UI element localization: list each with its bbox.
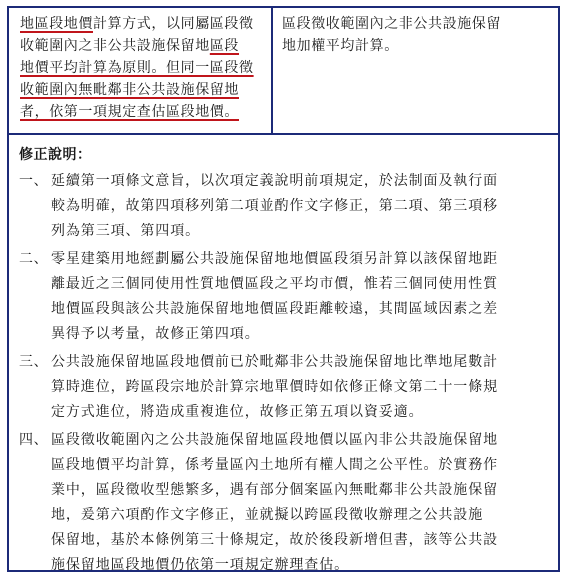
amended-article-line bbox=[20, 79, 267, 101]
note-item-line: 離最近之三個同使用性質地價區段之平均市價，惟若三個同使用性質 bbox=[51, 276, 498, 292]
note-item-line: 算時進位，跨區段宗地於計算宗地單價時如依修正條文第二十一條規 bbox=[51, 379, 498, 395]
row-divider bbox=[9, 133, 558, 135]
current-article-line: 地加權平均計算。 bbox=[282, 38, 399, 54]
underlined-amendment-text: 區段 bbox=[209, 38, 240, 54]
note-item-body bbox=[51, 247, 552, 347]
notes-list bbox=[19, 169, 552, 578]
note-item bbox=[19, 350, 552, 425]
note-item-line: 業中，區段徵收型態繁多，遇有部分個案區內無毗鄰非公共設施保留 bbox=[51, 482, 498, 498]
note-item-line: 施保留地區段地價仍依第一項規定辦理查估。 bbox=[51, 557, 349, 573]
note-item-line: 地，爰第六項酌作文字修正，並就擬以跨區段徵收辦理之公共設施 bbox=[51, 507, 484, 523]
note-item-line: 異得予以考量，故修正第四項。 bbox=[51, 326, 260, 342]
note-item-body bbox=[51, 169, 552, 244]
note-item bbox=[19, 247, 552, 347]
underlined-amendment-text: 者，依第一項規定查估區段地價。 bbox=[20, 104, 239, 120]
underlined-amendment-text: 地區段地價 bbox=[20, 16, 93, 32]
underlined-amendment-text: 收範圍內無毗鄰非公共設施保留地 bbox=[20, 82, 239, 98]
current-article-line: 區段徵收範圍內之非公共設施保留 bbox=[282, 16, 501, 32]
note-item-line: 列為第三項、第四項。 bbox=[51, 223, 200, 239]
note-item-line: 區段徵收範圍內之公共設施保留地區段地價以區內非公共設施保留地 bbox=[51, 432, 498, 448]
note-item-body bbox=[51, 428, 552, 578]
note-item-body bbox=[51, 350, 552, 425]
note-item bbox=[19, 169, 552, 244]
note-item-number: 四、 bbox=[19, 432, 49, 448]
amended-article-line bbox=[20, 101, 267, 123]
note-item-line: 較為明確，故第四項移列第二項並酌作文字修正，第二項、第三項移 bbox=[51, 198, 498, 214]
amended-article-line bbox=[20, 13, 267, 35]
article-text: 計算方式，以同屬區段徵 bbox=[93, 16, 254, 32]
amended-article-line bbox=[20, 35, 267, 57]
notes-title: 修正說明： bbox=[19, 147, 92, 163]
amended-article-cell bbox=[9, 8, 273, 133]
current-article-cell bbox=[273, 8, 558, 133]
article-text-row bbox=[9, 8, 558, 133]
note-item-line: 定方式進位，將造成重複進位，故修正第五項以資妥適。 bbox=[51, 404, 424, 420]
note-item-line: 延續第一項條文意旨，以次項定義說明前項規定，於法制面及執行面 bbox=[51, 173, 498, 189]
note-item bbox=[19, 428, 552, 578]
note-item-line: 區段地價平均計算，係考量區內土地所有權人間之公平性。於實務作 bbox=[51, 457, 498, 473]
note-item-line: 公共設施保留地區段地價前已於毗鄰非公共設施保留地比準地尾數計 bbox=[51, 354, 498, 370]
note-item-line: 零星建築用地經劃屬公共設施保留地地價區段須另計算以該保留地距 bbox=[51, 251, 498, 267]
article-text: 收範圍內之非公共設施保留地 bbox=[20, 38, 210, 54]
note-item-number: 三、 bbox=[19, 354, 49, 370]
note-item-number: 一、 bbox=[19, 173, 49, 189]
note-item-line: 地價區段與該公共設施保留地地價區段距離較遠，其間區域因素之差 bbox=[51, 301, 498, 317]
amendment-notes bbox=[9, 136, 558, 578]
underlined-amendment-text: 地價平均計算為原則。但同一區段徵 bbox=[20, 60, 254, 76]
note-item-number: 二、 bbox=[19, 251, 49, 267]
amended-article-line bbox=[20, 57, 267, 79]
amendment-document bbox=[7, 6, 560, 572]
note-item-line: 保留地，基於本條例第三十條規定，故於後段新增但書，該等公共設 bbox=[51, 532, 498, 548]
